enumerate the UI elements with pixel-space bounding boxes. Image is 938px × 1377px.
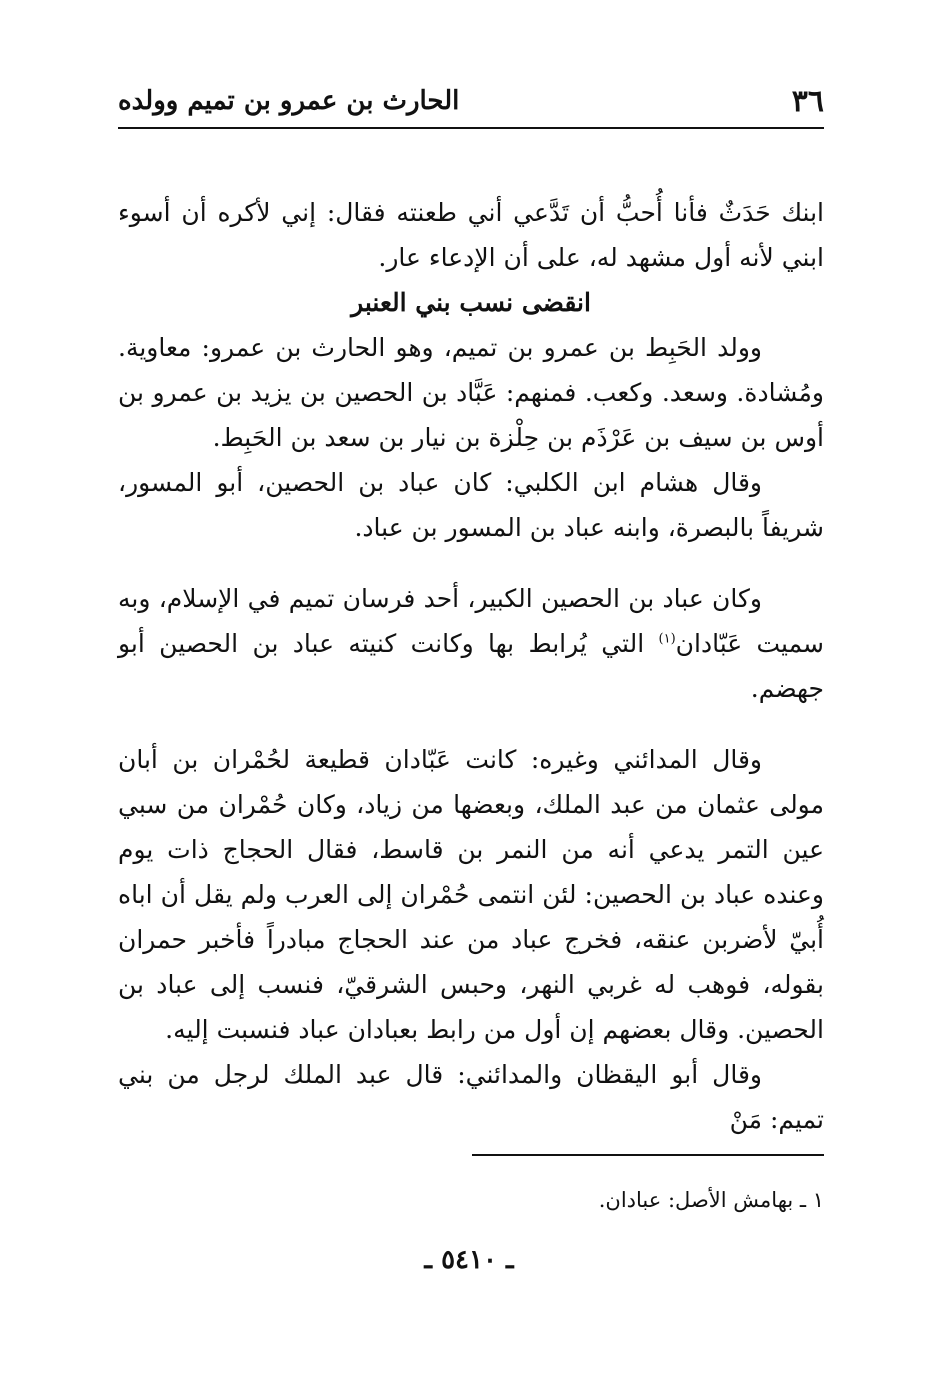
section-heading: انقضى نسب بني العنبر xyxy=(351,288,591,317)
running-title: الحارث بن عمرو بن تميم وولده xyxy=(118,86,460,116)
footnote: ١ ـ بهامش الأصل: عبادان. xyxy=(598,1188,824,1212)
main-text xyxy=(118,190,824,1142)
paragraph-1: ابنك حَدَثٌ فأنا أُحبُّ أن تَدَّعي أني طعنته فقال: إني لأكره أن أسوء ابني لأنه أول مشهد له، على أن الإدعاء عار. xyxy=(118,198,824,272)
page-number: ٣٦ xyxy=(791,84,824,119)
paragraph-3: وقال هشام ابن الكلبي: كان عباد بن الحصين، أبو المسور، شريفاً بالبصرة، وابنه عباد بن المسور بن عباد. xyxy=(118,468,824,542)
paragraph-5: وقال المدائني وغيره: كانت عَبّادان قطيعة لحُمْران بن أبان مولى عثمان من عبد الملك، وبعضها من زياد، وكان حُمْران من سبي عين التمر يدعي أنه من النمر بن قاسط، فقال الحجاج ذات يوم وعنده عباد بن الحصين: لئن انتمى حُمْران إلى العرب ولم يقل أن اباه أُبيّ لأضربن عنقه، فخرج عباد من عند الحجاج مبادراً فأخبر حمران بقوله، فوهب له غربي النهر، وحبس الشرقيّ، فنسب إلى عباد بن الحصين. وقال بعضهم إن أول من رابط بعبادان عباد فنسبت إليه. xyxy=(118,745,824,1044)
header-rule xyxy=(118,127,824,129)
paragraph-2: وولد الحَبِط بن عمرو بن تميم، وهو الحارث بن عمرو: معاوية. ومُشادة. وسعد. وكعب. فمنهم: عَبَّاد بن الحصين بن يزيد بن عمرو بن أوس بن سيف بن عَرْذَم بن حِلْزة بن نيار بن سعد بن الحَبِط. xyxy=(118,333,824,452)
page-header xyxy=(118,80,824,124)
footnote-rule xyxy=(472,1154,824,1156)
paragraph-4-text-cont: التي يُرابط بها وكانت كنيته عباد بن الحصين أبو جهضم. xyxy=(118,629,824,703)
paragraph-4 xyxy=(118,576,824,711)
paragraph-6: وقال أبو اليقظان والمدائني: قال عبد الملك لرجل من بني تميم: مَنْ xyxy=(118,1060,824,1134)
paragraph-4-text: وكان عباد بن الحصين الكبير، أحد فرسان تميم في الإسلام، وبه سميت عَبّادان xyxy=(118,584,824,658)
footnote-marker[interactable]: (١) xyxy=(658,631,676,647)
folio-number: ـ ٥٤١٠ ـ xyxy=(424,1245,514,1275)
